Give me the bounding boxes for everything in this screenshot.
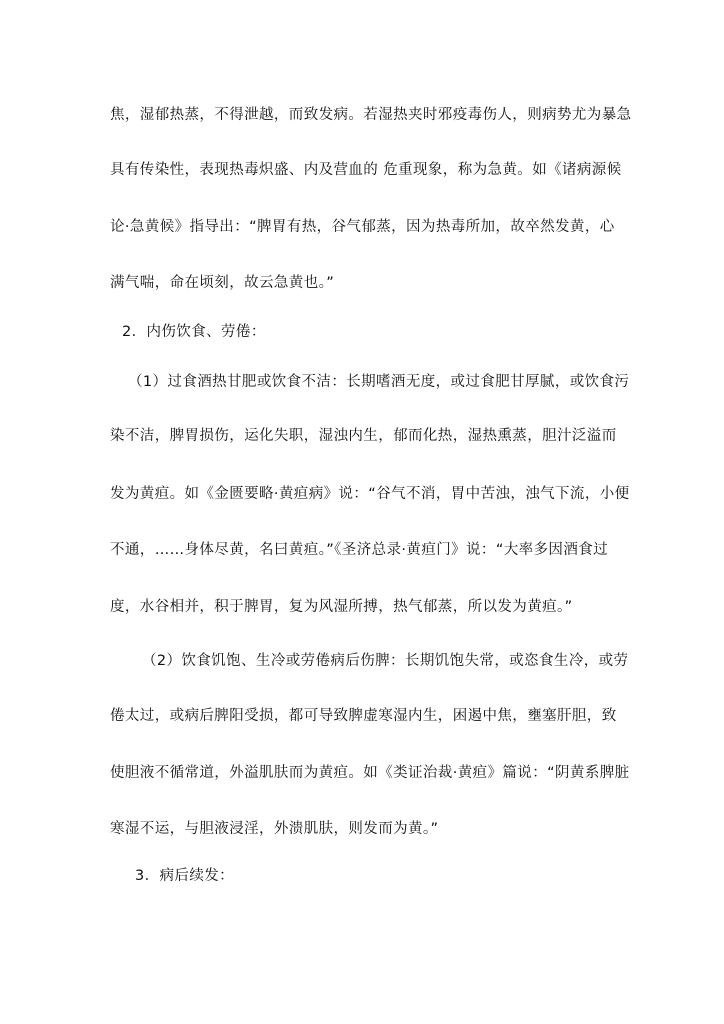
section-heading: 2．内伤饮食、劳倦： <box>122 324 266 340</box>
body-text-line: 染不洁，脾胃损伤，运化失职，湿浊内生，郁而化热，湿热熏蒸，胆汁泛溢而 <box>110 428 617 444</box>
body-text-line: 寒湿不运，与胆液浸淫，外溃肌肤，则发而为黄。” <box>110 821 439 837</box>
body-text-line: 满气喘，命在顷刻，故云急黄也。” <box>110 275 335 291</box>
body-text-line: 倦太过，或病后脾阳受损，都可导致脾虚寒湿内生，困遏中焦，壅塞肝胆，致 <box>110 708 617 724</box>
section-heading: 3．病后续发： <box>135 868 235 884</box>
subsection-paragraph-start: （2）饮食饥饱、生冷或劳倦病后伤脾：长期饥饱失常，或恣食生冷，或劳 <box>142 653 629 669</box>
body-text-line: 焦，湿郁热蒸，不得泄越，而致发病。若湿热夹时邪疫毒伤人，则病势尤为暴急 <box>110 107 632 123</box>
body-text-line: 度，水谷相并，积于脾胃，复为风湿所搏，热气郁蒸，所以发为黄疸。” <box>110 599 573 615</box>
subsection-paragraph-start: （1）过食酒热甘肥或饮食不洁：长期嗜酒无度，或过食肥甘厚腻，或饮食污 <box>128 374 630 390</box>
body-text-line: 论·急黄候》指导出：“脾胃有热，谷气郁蒸，因为热毒所加，故卒然发黄，心 <box>110 219 615 235</box>
body-text-line: 具有传染性，表现热毒炽盛、内及营血的 危重现象，称为急黄。如《诸病源候 <box>110 162 622 178</box>
body-text-line: 使胆液不循常道，外溢肌肤而为黄疸。如《类证治裁·黄疸》篇说：“阴黄系脾脏 <box>110 765 630 781</box>
body-text-line: 发为黄疸。如《金匮要略·黄疸病》说：“谷气不消，胃中苦浊，浊气下流，小便 <box>110 486 630 502</box>
body-text-line: 不通，……身体尽黄，名曰黄疸。”《圣济总录·黄疸门》说：“大率多因酒食过 <box>110 542 609 558</box>
